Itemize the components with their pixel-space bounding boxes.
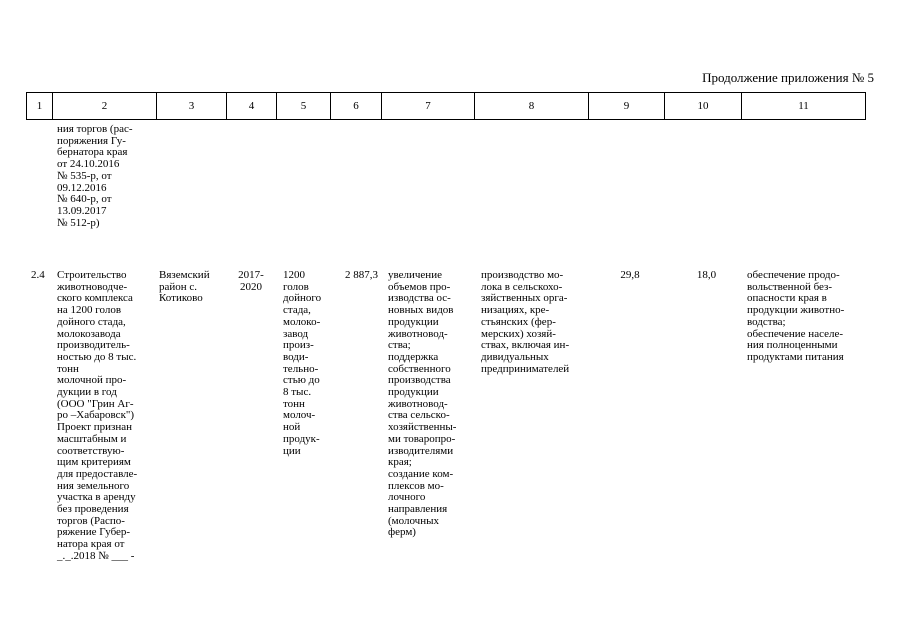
- column-header-10: 10: [664, 93, 741, 119]
- project-producers: производство мо- лока в сельскохо- зяйственных орга- низациях, кре- стьянских (фер- мерских) хозяй- ствах, включая ин- дивидуальных предпринимателей: [481, 269, 570, 375]
- column-header-2: 2: [52, 93, 156, 119]
- row-number: 2.4: [31, 269, 45, 281]
- prev-row-name-continuation: ния торгов (рас- поряжения Гу- бернатора края от 24.10.2016 № 535-р, от 09.12.2016 № 640-р, от 13.09.2017 № 512-р): [57, 123, 133, 229]
- project-name: Строительство животноводче- ского комплекса на 1200 голов дойного стада, молокозавода производитель- ностью до 8 тыс. тонн молочной про- дукции в год (ООО "Грин Аг- ро –Хабаровск") Проект признан масштабным и соответствую- щим критериям для предоставле- ния земельного участка в аренду без проведения торгов (Распо- ряжение Губер- натора края от _._.2018 № ___ -: [57, 269, 138, 562]
- project-capacity: 1200 голов дойного стада, молоко- завод произ- води- тельно- стью до 8 тыс. тонн молоч- ной продук- ции: [283, 269, 322, 457]
- project-effects: увеличение объемов про- изводства ос- новных видов продукции животновод- ства; поддержка собственного производства продукции животновод- ства сельско- хозяйственны- ми товаропро- изводителями края; создание ком- плексов мо- лочного направления (молочных ферм): [388, 269, 457, 539]
- column-10-value: 18,0: [696, 269, 717, 281]
- column-header-5: 5: [276, 93, 330, 119]
- column-header-11: 11: [741, 93, 866, 119]
- project-goals: обеспечение продо- вольственной без- опасности края в продукции животно- водства; обеспечение населе- ния полноценными продуктами питания: [747, 269, 845, 363]
- table-header-row: [26, 92, 866, 120]
- project-period: 2017- 2020: [238, 269, 264, 293]
- column-header-7: 7: [381, 93, 474, 119]
- column-header-4: 4: [226, 93, 276, 119]
- page-caption: Продолжение приложения № 5: [702, 70, 874, 85]
- column-header-3: 3: [156, 93, 226, 119]
- project-location: Вяземский район с. Котиково: [159, 269, 210, 305]
- column-header-9: 9: [588, 93, 664, 119]
- project-cost: 2 887,3: [345, 269, 378, 281]
- column-header-6: 6: [330, 93, 381, 119]
- column-header-8: 8: [474, 93, 588, 119]
- column-header-1: 1: [26, 93, 52, 119]
- column-9-value: 29,8: [620, 269, 640, 281]
